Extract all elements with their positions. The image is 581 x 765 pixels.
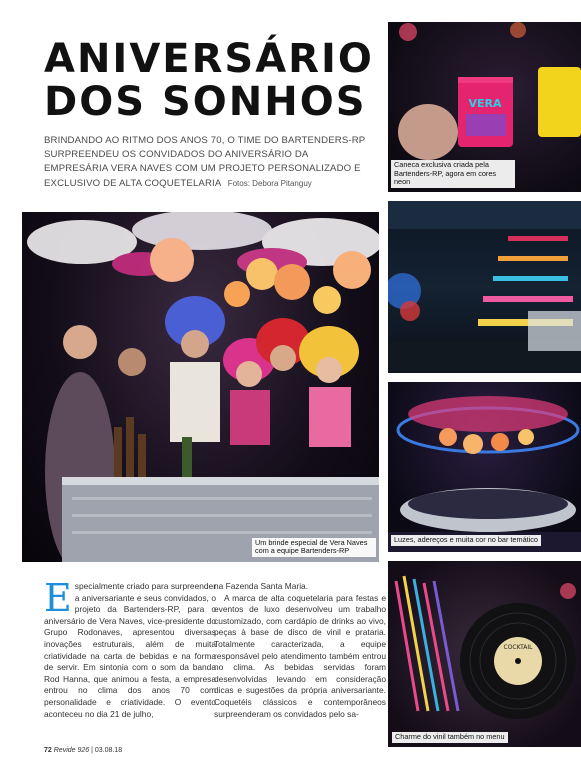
pink-mug xyxy=(458,77,513,147)
body-col2-paragraph-1: na Fazenda Santa Maria. xyxy=(214,581,309,591)
lede-text: BRINDANDO AO RITMO DOS ANOS 70, O TIME DO BARTENDERS-RP SURPREENDEU OS CONVIDADOS DO ANIVERSÁRIO DA EMPRESÁRIA VERA NAVES COM UM PROJETO PERSONALIZADO E EXCLUSIVO DE ALTA COQUETELARIA xyxy=(44,135,366,189)
article-title xyxy=(44,38,384,124)
mug-photo-caption: Caneca exclusiva criada pela Bartenders-RP, agora em cores neon xyxy=(391,160,515,188)
page-number: 72 xyxy=(44,747,52,754)
magazine-name: Revide 926 xyxy=(53,747,90,754)
article-lede xyxy=(44,134,374,191)
title-line-2: DOS SONHOS xyxy=(44,79,367,125)
vinyl-photo-caption: Charme do vinil também no menu xyxy=(392,732,508,743)
body-col1-text: specialmente criado para surpreender a aniversariante e seus convidados, o projeto da Bartenders-RP, para o aniversário de Vera Naves, vice-presidente do Grupo Rodonaves, apresentou diversas inovações estruturais, além de muita criatividade na carta de bebidas e na forma de servir. Em sintonia com o som da banda Rod Hanna, que animou a festa, a empresa entrou no clima dos anos 70 com personalidade e criatividade. O evento aconteceu no dia 21 de julho, xyxy=(44,581,216,719)
drop-cap: E xyxy=(44,576,72,620)
vinyl-label-text: COCKTAIL xyxy=(503,644,533,651)
straws xyxy=(396,576,458,711)
title-line-1: ANIVERSÁRIO xyxy=(44,36,374,82)
lounge-photo xyxy=(388,201,581,373)
themed-bar-illustration xyxy=(388,382,581,552)
body-col2-paragraph-2: A marca de alta coquetelaria para festas e eventos de luxo desenvolveu um trabalho customizado, com cardápio de drinks ao vivo, peças à base de disco de vinil e prataria. Totalmente caracterizada, a equipe responsável pelo atendimento também entrou no clima. As bebidas servidas foram desenvolvidas levando em consideração dicas e sugestões da própria aniversariante. Coquetéis clássicos e contemporâneos surpreenderam os convidados pelo sa- xyxy=(214,592,386,719)
vinyl-menu-photo xyxy=(388,561,581,747)
bar-photo-caption: Luzes, adereços e muita cor no bar temático xyxy=(391,535,541,546)
photo-credit: Fotos: Debora Pitanguy xyxy=(227,178,312,188)
party-scene-illustration xyxy=(22,212,379,562)
main-party-photo xyxy=(22,212,379,562)
mug-label: VERA xyxy=(468,97,502,110)
feather-decor xyxy=(27,212,379,276)
vinyl-illustration xyxy=(388,561,581,747)
main-photo-caption: Um brinde especial de Vera Naves com a equipe Bartenders-RP xyxy=(252,538,376,557)
body-column-2 xyxy=(214,581,386,720)
footer-separator: | xyxy=(91,747,93,754)
issue-date: 03.08.18 xyxy=(94,747,123,754)
body-column-1 xyxy=(44,576,216,720)
themed-bar-photo xyxy=(388,382,581,552)
neon-mug-photo xyxy=(388,22,581,192)
yellow-mug xyxy=(538,67,581,137)
lounge-illustration xyxy=(388,201,581,373)
page-footer xyxy=(44,747,122,754)
